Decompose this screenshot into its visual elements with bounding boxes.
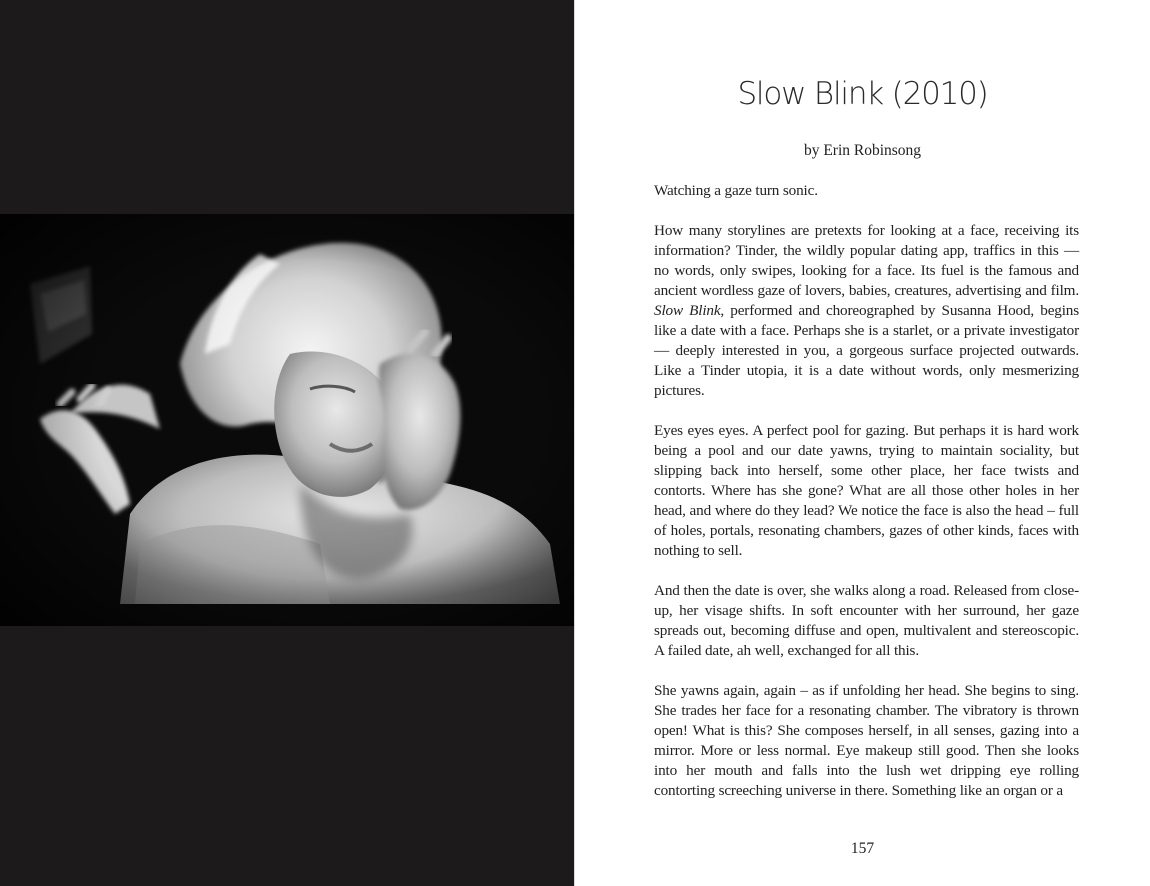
text-run: Watching a gaze turn sonic. (654, 182, 818, 199)
right-page (575, 0, 1150, 886)
work-title: Slow Blink (654, 302, 721, 319)
article-title: Slow Blink (2010) (737, 76, 988, 112)
text-run: How many storylines are pretexts for looking at a face, receiving its information? Tinder, the wildly popular dating app, traffics in this — no words, only swipes, looking for a face. Its fuel is the famous and ancient wordless gaze of lovers, babies, creatures, advertising and film. (654, 222, 1079, 299)
page-number: 157 (850, 840, 875, 857)
left-page (0, 0, 574, 886)
paragraph-4 (654, 581, 1079, 661)
performer-photograph (0, 214, 574, 626)
paragraph-1 (654, 181, 1079, 201)
text-run: Eyes eyes eyes. A perfect pool for gazing. But perhaps it is hard work being a pool and our date yawns, trying to maintain sociality, but slipping back into herself, some other place, her face twists and contorts. Where has she gone? What are all those other holes in her head, and where do they lead? We notice the face is also the head – full of holes, portals, resonating chambers, gazes of other kinds, faces with nothing to sell. (654, 422, 1079, 559)
text-run: , performed and choreographed by Susanna Hood, begins like a date with a face. Perhaps she is a starlet, or a private investigator — deeply interested in you, a gorgeous surface projected outwards. Like a Tinder utopia, it is a date without words, only mesmerizing pictures. (654, 302, 1079, 399)
text-run: And then the date is over, she walks along a road. Released from close-up, her visage shifts. In soft encounter with her surround, her gaze spreads out, becoming diffuse and open, multivalent and stereoscopic. A failed date, ah well, exchanged for all this. (654, 582, 1079, 659)
article-body (654, 181, 1079, 801)
article-byline: by Erin Robinsong (803, 142, 922, 159)
text-run: She yawns again, again – as if unfolding her head. She begins to sing. She trades her face for a resonating chamber. The vibratory is thrown open! What is this? She composes herself, in all senses, gazing into a mirror. More or less normal. Eye makeup still good. Then she looks into her mouth and falls into the lush wet dripping eye rolling contorting screeching universe in there. Something like an organ or a (654, 682, 1079, 799)
paragraph-5 (654, 681, 1079, 801)
paragraph-2 (654, 221, 1079, 401)
paragraph-3 (654, 421, 1079, 561)
photo-band (0, 214, 574, 626)
